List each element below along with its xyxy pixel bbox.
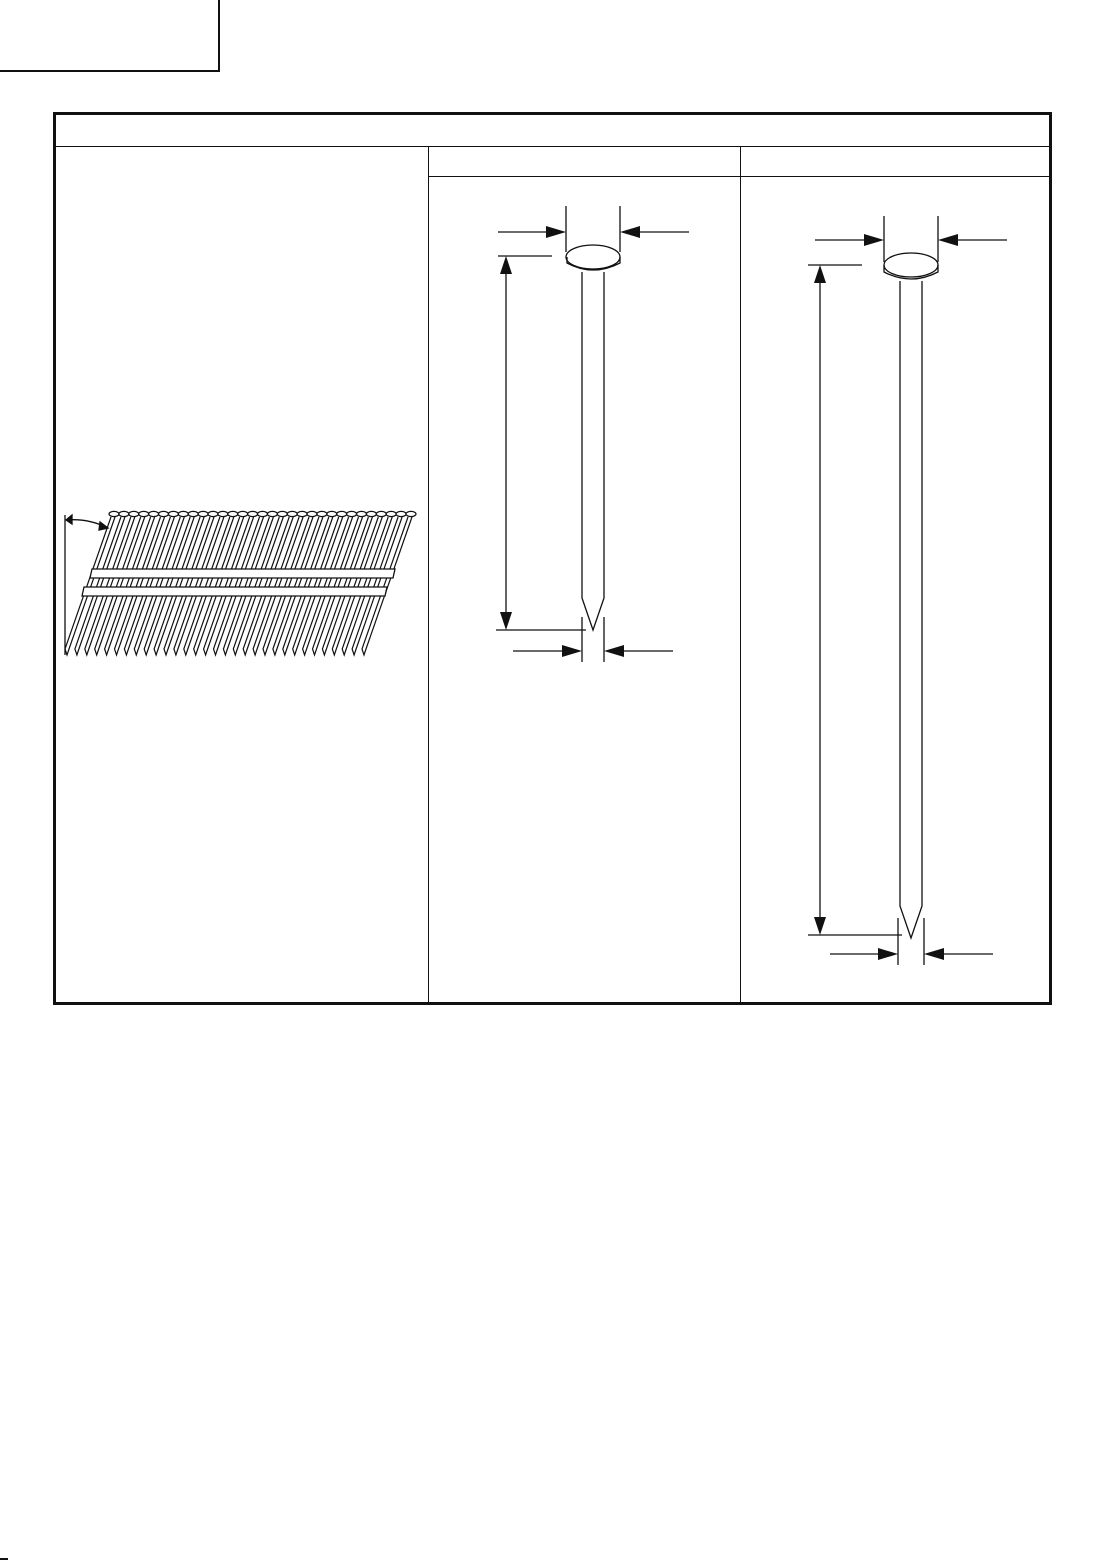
page-edge-mark bbox=[0, 1558, 8, 1560]
